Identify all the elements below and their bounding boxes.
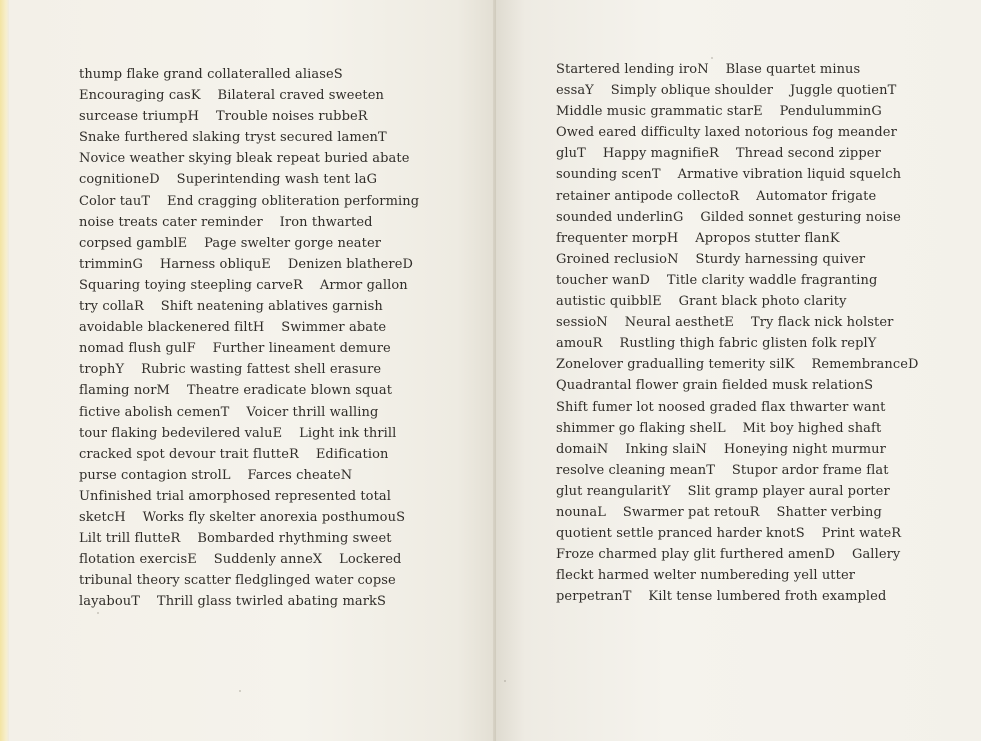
- text-line: sessioN Neural aesthetE Try flack nick holster: [556, 315, 894, 331]
- text-line: Color tauT End cragging obliteration performing: [79, 193, 420, 209]
- text-line: Encouraging casK Bilateral craved sweeten: [79, 88, 384, 104]
- text-line: trimminG Harness obliquE Denizen blathereD: [79, 256, 414, 272]
- text-line: try collaR Shift neatening ablatives garnish: [79, 299, 383, 315]
- paper-speck: [239, 690, 241, 692]
- text-line: flotation exercisE Suddenly anneX Lockered: [79, 552, 402, 568]
- text-line: flaming norM Theatre eradicate blown squat: [79, 383, 393, 399]
- text-line: Startered lending iroN Blase quartet minus: [556, 62, 861, 77]
- text-line: glut reangularitY Slit gramp player aural porter: [556, 483, 890, 499]
- text-line: amouR Rustling thigh fabric glisten folk replY: [556, 336, 877, 352]
- text-line: cracked spot devour trait flutteR Edification: [79, 446, 389, 462]
- text-line: domaiN Inking slaiN Honeying night murmur: [556, 441, 886, 457]
- left-page-text: [79, 64, 419, 612]
- text-line: essaY Simply oblique shoulder Juggle quotienT: [556, 83, 897, 99]
- text-line: Unfinished trial amorphosed represented total: [79, 488, 392, 504]
- text-line: nounaL Swarmer pat retouR Shatter verbing: [556, 504, 882, 520]
- text-line: resolve cleaning meanT Stupor ardor frame flat: [556, 462, 889, 478]
- text-line: Snake furthered slaking tryst secured lamenT: [79, 130, 387, 146]
- text-line: tour flaking bedevilered valuE Light ink thrill: [79, 425, 397, 441]
- paper-speck: [711, 57, 713, 59]
- text-line: Groined reclusioN Sturdy harnessing quiver: [556, 251, 866, 267]
- text-line: tribunal theory scatter fledglinged water copse: [79, 573, 396, 589]
- text-line: Shift fumer lot noosed graded flax thwarter want: [556, 399, 886, 415]
- text-line: frequenter morpH Apropos stutter flanK: [556, 230, 840, 246]
- text-line: fictive abolish cemenT Voicer thrill walling: [79, 404, 379, 420]
- text-line: Lilt trill flutteR Bombarded rhythming sweet: [79, 531, 392, 547]
- right-page: [496, 0, 981, 741]
- text-line: Middle music grammatic starE PendulumminG: [556, 104, 882, 120]
- right-page-text: [556, 59, 919, 607]
- text-line: Owed eared difficulty laxed notorious fog meander: [556, 125, 897, 141]
- text-line: purse contagion strolL Farces cheateN: [79, 467, 353, 483]
- text-line: sketcH Works fly skelter anorexia posthumouS: [79, 509, 406, 525]
- text-line: thump flake grand collateralled aliaseS: [79, 67, 343, 82]
- left-page: [9, 0, 496, 741]
- paper-speck: [97, 612, 99, 614]
- text-line: retainer antipode collectoR Automator frigate: [556, 188, 877, 204]
- text-line: toucher wanD Title clarity waddle fragranting: [556, 272, 878, 288]
- text-line: nomad flush gulF Further lineament demure: [79, 341, 391, 357]
- text-line: Novice weather skying bleak repeat buried abate: [79, 151, 410, 167]
- text-line: quotient settle pranced harder knotS Print wateR: [556, 526, 902, 542]
- text-line: sounding scenT Armative vibration liquid squelch: [556, 167, 902, 183]
- page-edge: [0, 0, 9, 741]
- text-line: layabouT Thrill glass twirled abating markS: [79, 594, 387, 610]
- text-line: shimmer go flaking shelL Mit boy highed shaft: [556, 420, 882, 436]
- text-line: autistic quibblE Grant black photo clarity: [556, 294, 847, 310]
- text-line: noise treats cater reminder Iron thwarted: [79, 214, 373, 230]
- text-line: avoidable blackenered filtH Swimmer abate: [79, 320, 387, 336]
- text-line: corpsed gamblE Page swelter gorge neater: [79, 235, 382, 251]
- text-line: perpetranT Kilt tense lumbered froth exampled: [556, 589, 887, 605]
- text-line: Squaring toying steepling carveR Armor gallon: [79, 277, 408, 293]
- text-line: sounded underlinG Gilded sonnet gesturing noise: [556, 209, 901, 225]
- text-line: fleckt harmed welter numbereding yell utter: [556, 568, 856, 584]
- text-line: trophY Rubric wasting fattest shell erasure: [79, 362, 382, 378]
- paper-speck: [504, 680, 506, 682]
- text-line: Quadrantal flower grain fielded musk relationS: [556, 378, 874, 394]
- text-line: surcease triumpH Trouble noises rubbeR: [79, 109, 368, 125]
- text-line: Froze charmed play glit furthered amenD Gallery: [556, 547, 901, 563]
- text-line: cognitioneD Superintending wash tent laG: [79, 172, 378, 188]
- text-line: Zonelover gradualling temerity silK RemembranceD: [556, 357, 919, 373]
- text-line: gluT Happy magnifieR Thread second zipper: [556, 146, 881, 162]
